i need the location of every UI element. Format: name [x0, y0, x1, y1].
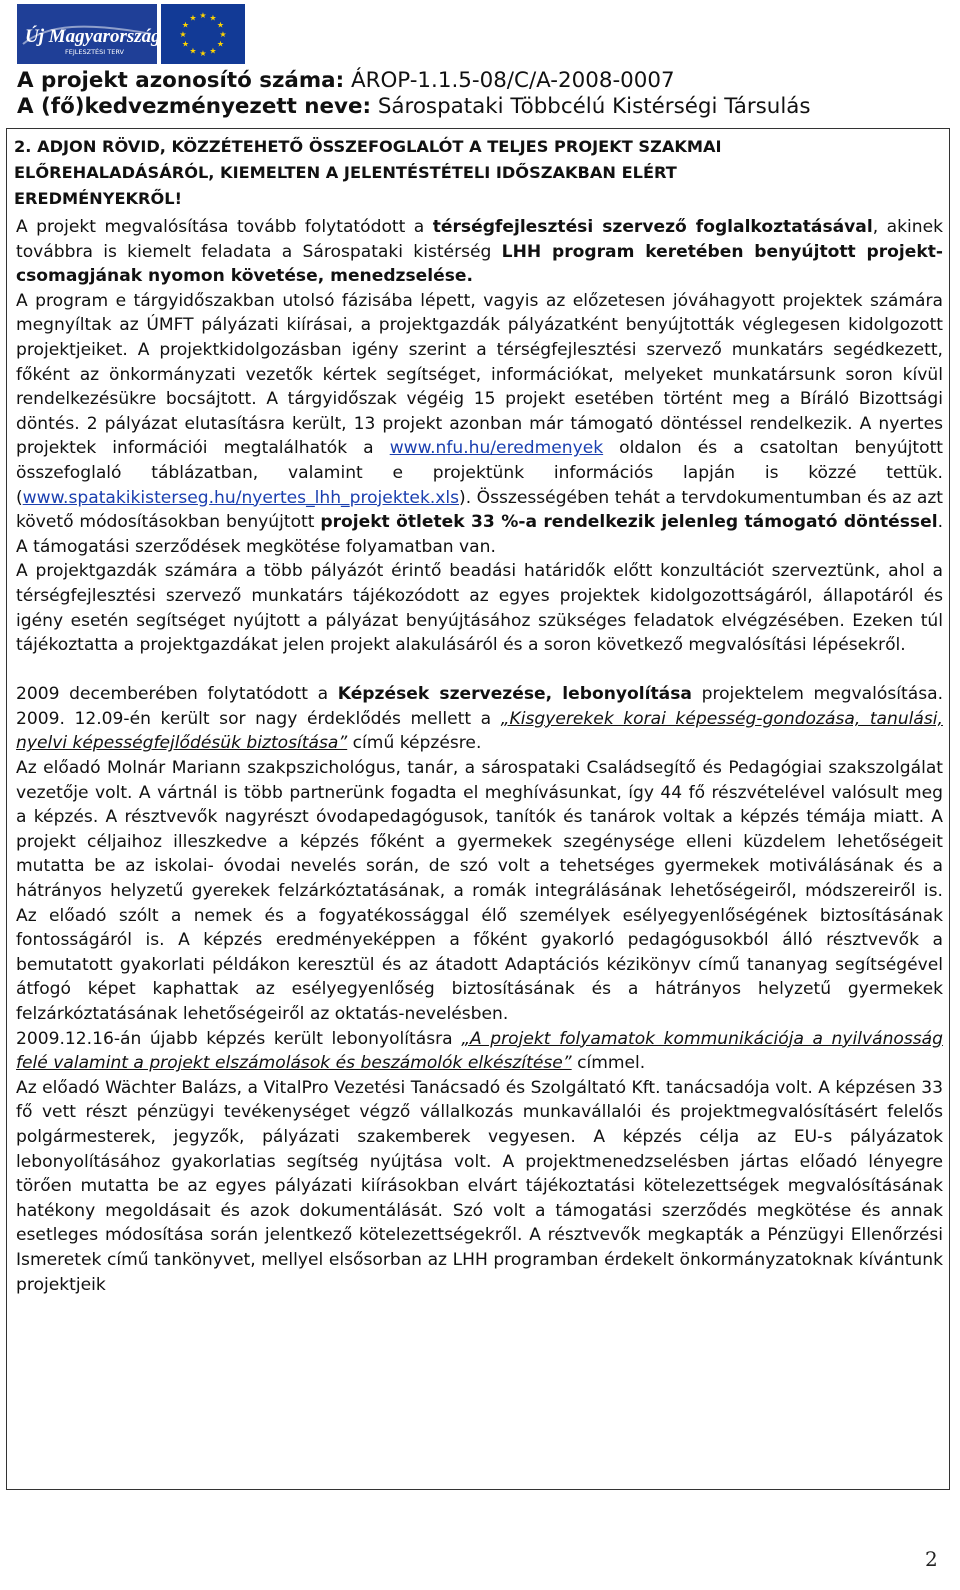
p1-text-c: , akinek továbbra is kiemelt feladata a Sárospataki kistérség: [16, 217, 943, 262]
p1-bold-b: térségfejlesztési szervező foglalkoztatásával: [432, 217, 873, 237]
section-title-line-1: [14, 134, 944, 160]
page-number: 2: [925, 1547, 938, 1571]
p4-text-c: projektelem megvalósítása. 2009. 12.09-én került sor nagy érdeklődés mellett a: [16, 684, 944, 729]
p4-text-a: 2009 decemberében folytatódott a: [16, 684, 338, 705]
paragraph-gap: [16, 658, 943, 683]
svg-text:★: ★: [216, 20, 225, 30]
logo-text: Új Magyarország: [25, 26, 157, 47]
svg-text:★: ★: [219, 30, 227, 39]
p2-text-e: . A támogatási szerződések megkötése folyamatban van.: [16, 512, 943, 557]
p1-text-a: A projekt megvalósítása tovább folytatódott a: [16, 217, 433, 237]
svg-text:★: ★: [181, 39, 190, 49]
project-id-value: ÁROP-1.1.5-08/C/A-2008-0007: [350, 68, 675, 93]
section-title-initial: A: [37, 137, 50, 156]
svg-text:★: ★: [216, 39, 225, 49]
training-title-1: „Kisgyerekek korai képesség-gondozása, tanulási, nyelvi képességfejlődésük biztosítása”: [16, 708, 943, 754]
section-title: [14, 134, 944, 212]
paragraph-1: [16, 215, 943, 289]
uj-magyarorszag-logo: [17, 4, 157, 64]
svg-text:★: ★: [179, 30, 187, 39]
training-title-2: „A projekt folyamatok kommunikációja a nyilvánosság felé valamint a projekt elszámolások és beszámolók elkészítése”: [16, 1028, 943, 1074]
section-title-line-2: ELŐREHALADÁSÁRÓL, KIEMELTEN A JELENTÉSTÉTELI IDŐSZAKBAN ELÉRT: [14, 163, 677, 182]
beneficiary-line: [17, 94, 947, 120]
nfu-results-link[interactable]: www.nfu.hu/eredmenyek: [389, 438, 604, 459]
paragraph-5: Az előadó Molnár Mariann szakpszichológus, tanár, a sárospataki Családsegítő és Pedagógiai szakszolgálat vezetője volt. A vártnál is több partnerünk fogadta el meghívásunkat, így 44 fő részvételével valósult meg a képzés. A résztvevők nagyrészt óvodapedagógusok, tanítók és tanárok voltak a képzés témája miatt. A projekt céljaihoz illeszkedve a képzés főként a gyermekek szegénysége elleni küzdelem lehetőségeit mutatta be az iskolai- óvodai nevelés során, de szó volt a tehetséges gyermekek motiválásának és a hátrányos helyzetű gyerekek felzárkóztatásának, a romák integrálásának lehetőségeiről, módszereiről is. Az előadó szólt a nemek és a fogyatékossággal élő személyek esélyegyenlőségének biztosításának fontosságáról is. A képzés eredményeképpen a főként gyakorló pedagógusokból álló résztvevők a bemutatott gyakorlati példákon keresztül és az átadott Adaptációs kézikönyv című tananyag segítségével átfogó képet kaphattak az esélyegyenlőség biztosításának és a hátrányos helyzetű gyermekek felzárkóztatásának lehetőségeiről az oktatás-nevelésben.: [16, 758, 943, 1024]
project-id-line: [17, 68, 947, 94]
eu-flag-graphic: [161, 4, 245, 64]
svg-text:★: ★: [189, 13, 197, 23]
paragraph-2: [16, 289, 943, 560]
paragraph-7: Az előadó Wächter Balázs, a VitalPro Vezetési Tanácsadó és Szolgáltató Kft. tanácsadója volt. A képzésen 33 fő vett részt pénzügyi tevékenységet végző vállalkozás munkavállalói és projektmegvalósításért felelős polgármesterek, jegyzők, pályázati szakemberek vegyesen. A képzés célja az EU-s pályázatok lebonyolításához gyakorlatias segítség nyújtása volt. A projektmenedzselésben jártas előadó lényegre törően mutatta be az egyes pályázati kiírásokban elvárt tájékoztatási kötelezettségek megvalósításának hatékony megoldásait és azok dokumentálását. Szó volt a támogatási szerződés megkötése és annak esetleges módosítása során jelentkező kötelezettségekről. A résztvevők megkapták a Pénzügyi Ellenőrzési Ismeretek című tankönyvet, mellyel elsősorban az LHH programban érdekelt önkormányzatoknak kívántunk projektjeik: [16, 1077, 943, 1295]
section-title-line-1-rest: DJON RÖVID, KÖZZÉTEHETŐ ÖSSZEFOGLALÓT A TELJES PROJEKT SZAKMAI: [49, 137, 722, 156]
paragraph-4: [16, 682, 943, 756]
p6-text-a: 2009.12.16-án újabb képzés került lebonyolításra: [16, 1028, 462, 1049]
p6-text-c: címmel.: [571, 1053, 646, 1074]
project-id-label: A projekt azonosító száma:: [17, 68, 345, 93]
p2-text-a: A program e tárgyidőszakban utolsó fázisába lépett, vagyis az előzetesen jóváhagyott projektek számára megnyíltak az ÚMFT pályázati kiírásai, a projektgazdák pályázatként benyújtották véglegesen kidolgozott projektjeiket. A projektkidolgozásban igény szerint a térségfejlesztési szervező munkatárs segédkezett, főként az önkormányzati vezetők kértek segítséget, információkat, melyeket munkatársunk soron kívül rendelkezésükre bocsájtott. A tárgyidőszak végéig 15 projekt esetében történt meg a Bíráló Bizottsági döntés. 2 pályázat elutasításra került, 13 projekt azonban már támogató döntéssel rendelkezik. A nyertes projektek információi megtalálhatók a: [16, 290, 943, 459]
paragraph-6: [16, 1027, 943, 1076]
p1-bold-d: LHH program keretében benyújtott projekt-csomagjának nyomon követése, menedzselése.: [16, 241, 944, 287]
svg-text:★: ★: [209, 46, 217, 56]
summary-section-box: [6, 128, 950, 1490]
uj-magyarorszag-logo-graphic: [17, 4, 157, 64]
section-title-line-3: EREDMÉNYEKRŐL!: [14, 189, 182, 208]
svg-text:★: ★: [181, 20, 190, 30]
svg-text:★: ★: [199, 49, 207, 58]
p2-bold-d: projekt ötletek 33 %-a rendelkezik jelenleg támogató döntéssel: [320, 512, 938, 533]
paragraph-3: A projektgazdák számára a több pályázót érintő beadási határidők előtt konzultációt szerveztünk, ahol a térségfejlesztési szervező munkatárs tájékozódott az egyes projektek kidolgozottságáról, állapotáról és igény esetén segítséget nyújtott a pályázat benyújtásához szükséges feladatok elvégzésében. Ezeken túl tájékoztatta a projektgazdákat jelen projekt alakulásáról és a soron következő megvalósítási lépésekről.: [16, 561, 943, 656]
beneficiary-value: Sárospataki Többcélú Kistérségi Társulás: [377, 94, 811, 119]
svg-text:★: ★: [209, 13, 217, 23]
p2-text-b: oldalon és a csatoltan benyújtott összefoglaló táblázatban, valamint e projektünk információs lapján is közzé tettük. (: [16, 438, 943, 508]
svg-text:★: ★: [199, 11, 207, 20]
logo-subtext: FEJLESZTÉSI TERV: [65, 48, 124, 56]
p4-text-e: című képzésre.: [347, 733, 482, 754]
eu-flag-logo: [161, 4, 245, 64]
beneficiary-label: A (fő)kedvezményezett neve:: [17, 94, 372, 119]
p2-text-c: ). Összességében tehát a tervdokumentumban és az azt követő módosításokban benyújtott: [16, 487, 943, 533]
section-number: 2.: [14, 137, 32, 156]
p4-bold-b: Képzések szervezése, lebonyolítása: [337, 684, 692, 705]
winning-projects-xls-link[interactable]: www.spatakikisterseg.hu/nyertes_lhh_projektek.xls: [22, 487, 460, 508]
section-body: [16, 215, 943, 1297]
svg-text:★: ★: [189, 46, 197, 56]
project-header: [17, 68, 947, 120]
